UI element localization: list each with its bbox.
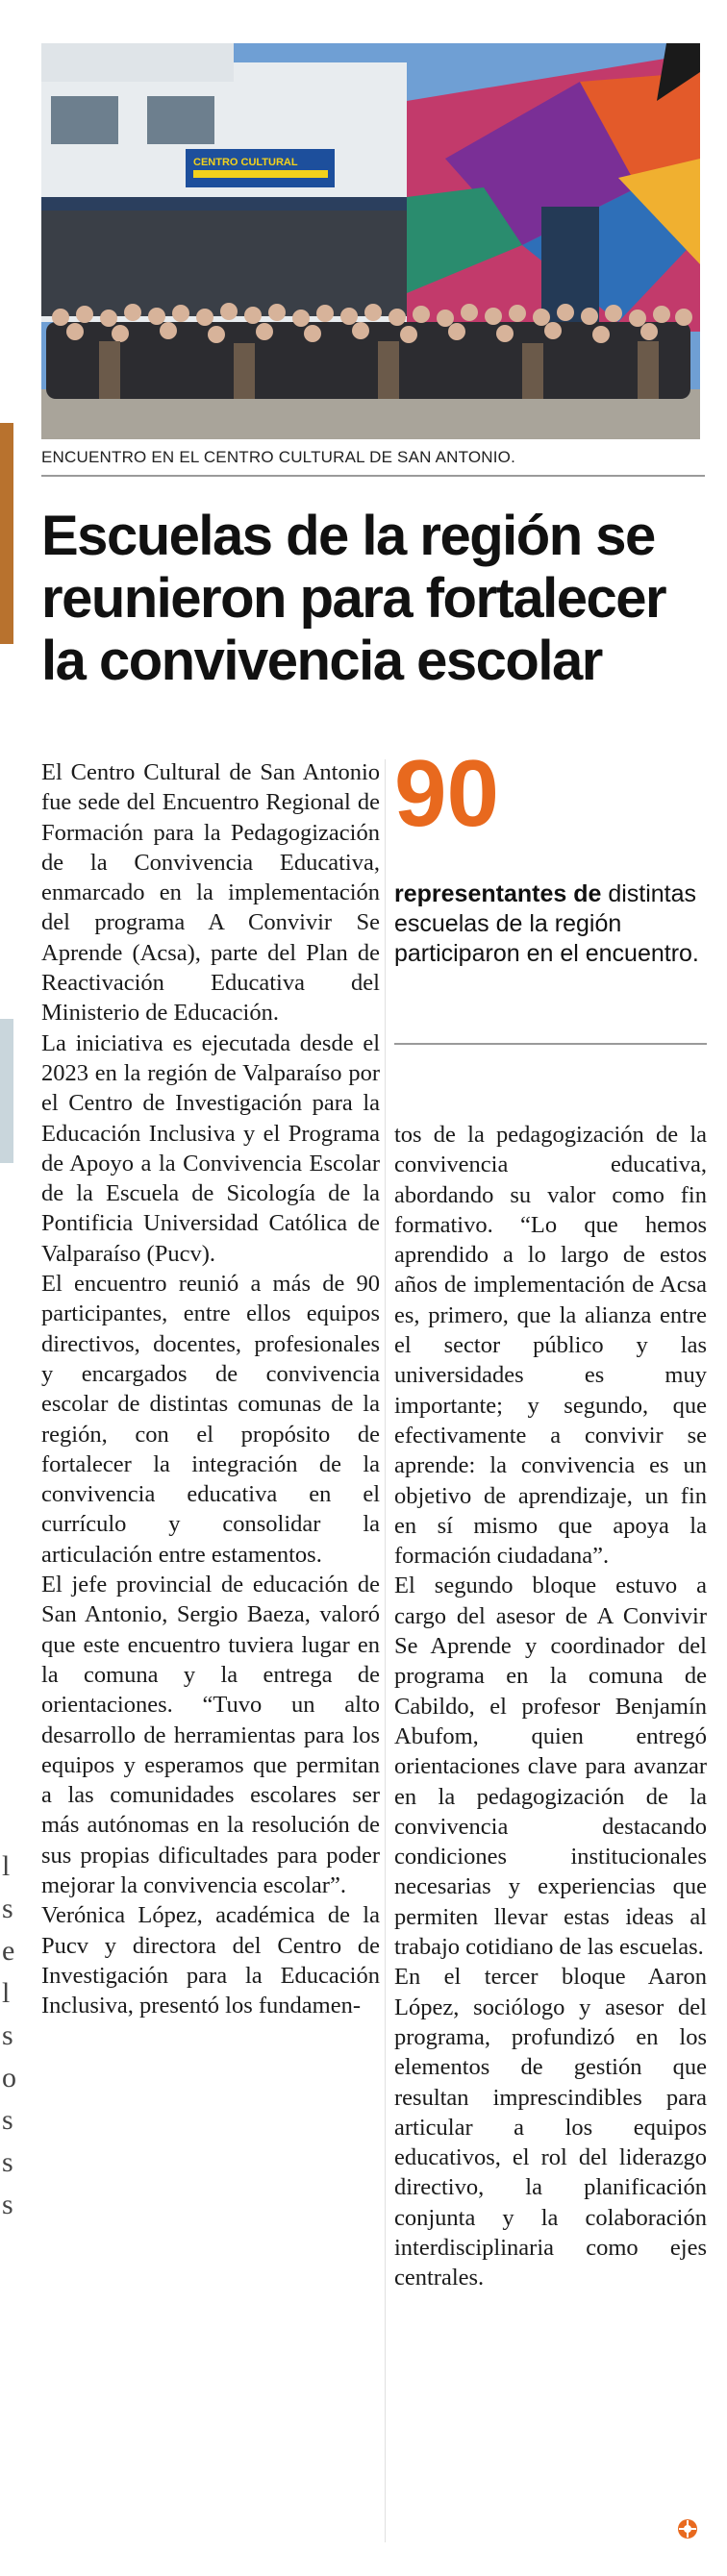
edge-letter: s xyxy=(2,2104,13,2136)
edge-letter: l xyxy=(2,1850,11,1882)
caption-divider xyxy=(41,475,705,477)
stat-divider xyxy=(394,1043,707,1045)
paragraph: El segundo bloque estuvo a cargo del asesor de A Convivir Se Aprende y coordinador del programa en la comuna de Cabildo, el profesor Benjamín Abufom, quien entregó orientaciones clave para avanzar en la pedagogización de la convivencia destacando condiciones institucionales necesarias y experiencias que permiten llevar estas ideas al trabajo cotidiano de las escuelas. xyxy=(394,1573,707,1961)
edge-letter: o xyxy=(2,2062,16,2093)
stat-number: 90 xyxy=(394,740,500,846)
building-sign: CENTRO CULTURAL xyxy=(193,157,298,168)
stat-description xyxy=(394,879,707,969)
stat-rest-text: distintas escuelas de la región participaron en el encuentro. xyxy=(394,880,699,967)
photo-caption: ENCUENTRO EN EL CENTRO CULTURAL DE SAN ANTONIO. xyxy=(41,448,516,466)
body-column-right xyxy=(394,1120,707,2293)
adjacent-page-text xyxy=(2,1845,15,2226)
paragraph: Verónica López, académica de la Pucv y directora del Centro de Investigación para la Educación Inclusiva, presentó los fundamen- xyxy=(41,1902,380,2019)
stat-bold-text: representantes de xyxy=(394,880,602,907)
paragraph: En el tercer bloque Aaron López, sociólogo y asesor del programa, profundizó en los elementos de gestión que resultan imprescindibles para articular a los equipos educativos, el rol del liderazgo directivo, la planificación conjunta y la colaboración interdisciplinaria como ejes centrales. xyxy=(394,1964,707,2291)
end-of-article-icon xyxy=(677,2518,698,2539)
edge-letter: s xyxy=(2,1893,13,1924)
paragraph: tos de la pedagogización de la convivencia educativa, abordando su valor como fin formativo. “Lo que hemos aprendido a lo largo de estos años de implementación de Acsa es, primero, que la alianza entre el sector público y las universidades es muy importante; y segundo, que efectivamente a convivir se aprende: la convivencia es un objetivo de aprendizaje, un fin en sí mismo que apoya la formación ciudadana”. xyxy=(394,1122,707,1570)
paragraph: El Centro Cultural de San Antonio fue sede del Encuentro Regional de Formación para la Pedagogización de la Convivencia Educativa, enmarcado en la implementación del programa A Convivir Se Aprende (Acsa), parte del Plan de Reactivación Educativa del Ministerio de Educación. xyxy=(41,759,380,1027)
edge-letter: e xyxy=(2,1935,15,1967)
adjacent-page-fragment xyxy=(0,423,13,644)
edge-letter: s xyxy=(2,2019,13,2051)
edge-letter: l xyxy=(2,1977,11,2009)
edge-letter: s xyxy=(2,2146,13,2178)
article-photo xyxy=(41,43,700,439)
paragraph: El encuentro reunió a más de 90 participantes, entre ellos equipos directivos, docentes, profesionales y encargados de convivencia escolar de distintas comunas de la región, con el propósito de fortalecer la integración de la convivencia educativa en el currículo y consolidar la articulación entre estamentos. xyxy=(41,1271,380,1568)
group-photo-illustration xyxy=(41,43,700,439)
paragraph: La iniciativa es ejecutada desde el 2023 en la región de Valparaíso por el Centro de Investigación para la Educación Inclusiva y el Programa de Apoyo a la Convivencia Escolar de la Escuela de Sicología de la Pontificia Universidad Católica de Valparaíso (Pucv). xyxy=(41,1029,380,1267)
edge-letter: s xyxy=(2,2189,13,2220)
adjacent-page-fragment xyxy=(0,1019,13,1163)
body-column-left xyxy=(41,757,380,2020)
column-divider xyxy=(385,759,386,2542)
headline: Escuelas de la región se reunieron para fortalecer la convivencia escolar xyxy=(41,505,666,692)
paragraph: El jefe provincial de educación de San Antonio, Sergio Baeza, valoró que este encuentro tuviera lugar en la comuna y la entrega de orientaciones. “Tuvo un alto desarrollo de herramientas para los equipos y esperamos que permitan a las comunidades escolares ser más autónomas en la resolución de sus propias dificultades para poder mejorar la convivencia escolar”. xyxy=(41,1572,380,1898)
